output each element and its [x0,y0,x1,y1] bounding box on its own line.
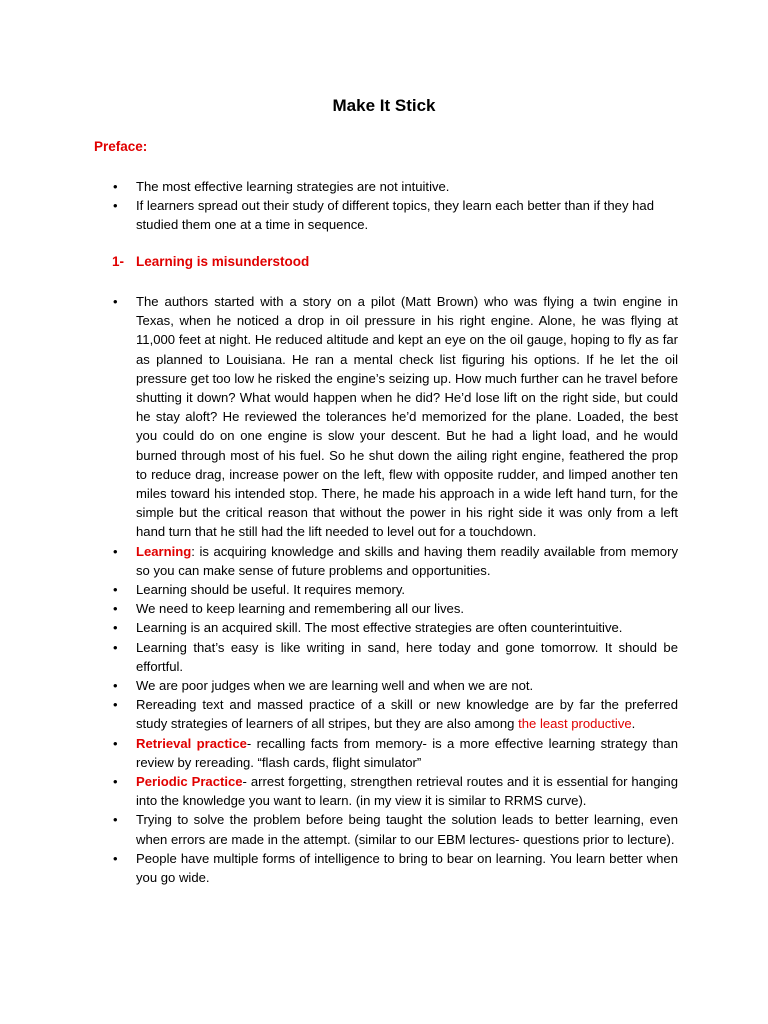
list-item [112,734,678,772]
list-item [112,542,678,580]
list-item: • If learners spread out their study of different topics, they learn each better than if they had studied them one at a time in sequence. [112,196,678,234]
section-list [112,292,678,887]
section-heading [112,254,309,269]
learning-term: Learning [136,543,192,559]
story-paragraph: • The authors started with a story on a pilot (Matt Brown) who was flying a twin engine in Texas, when he noticed a drop in oil pressure in his right engine. Alone, he was flying at 11,000 feet at night. He reduced altitude and kept an eye on the oil gauge, hoping to fly as far as planned to Louisiana. He ran a mental check list figuring his options. If he let the oil pressure get too low he risked the engine’s seizing up. How much further can he travel before shutting it down? What would happen when he did? He’d lose lift on the right side, but could he stay aloft? He reviewed the tolerances he’d memorized for the plane. Loaded, the best you could do on one engine is slow your descent. But he had a light load, and he would burned through most of his fuel. So he shut down the ailing right engine, feathered the prop to reduce drag, increase power on the left, flew with opposite rudder, and limped another ten miles toward his intended stop. There, he made his approach in a wide left hand turn, for the simple but the critical reason that without the power in his right side it was only from a left hand turn that he still had the lift needed to level out for a touchdown. [112,292,678,542]
document-title: Make It Stick [332,96,436,115]
list-item [112,772,678,810]
rereading-end: . [631,716,636,732]
rereading-text: Rereading text and massed practice of a skill or new knowledge are by far the preferred study strategies of learners of all stripes, but they are also among [136,697,678,732]
section-title: Learning is misunderstood [136,254,310,269]
list-item: • We need to keep learning and remembering all our lives. [112,599,678,618]
list-item [112,695,678,733]
list-item: • We are poor judges when we are learning well and when we are not. [112,676,678,695]
retrieval-text: - recalling facts from memory- is a more effective learning strategy than review by rereading. “flash cards, flight simulator” [136,735,678,770]
list-item: • People have multiple forms of intelligence to bring to bear on learning. You learn better when you go wide. [112,849,678,887]
list-item: • Learning should be useful. It requires memory. [112,580,678,599]
preface-heading: Preface: [94,139,148,154]
least-productive-highlight: the least productive [518,716,632,732]
periodic-term: Periodic Practice [136,774,243,790]
learning-definition: : is acquiring knowledge and skills and having them readily available from memory so you can make sense of future problems and opportunities. [136,543,678,578]
periodic-text: - arrest forgetting, strengthen retrieval routes and it is essential for hanging into the knowledge you want to learn. (in my view it is similar to RRMS curve). [136,774,678,809]
retrieval-term: Retrieval practice [136,735,247,751]
preface-list [112,177,678,235]
section-number: 1- [112,254,125,269]
list-item: • Learning that’s easy is like writing in sand, here today and gone tomorrow. It should be effortful. [112,638,678,676]
list-item: • The most effective learning strategies are not intuitive. [112,177,678,196]
list-item: • Trying to solve the problem before being taught the solution leads to better learning, even when errors are made in the attempt. (similar to our EBM lectures- questions prior to lecture). [112,810,678,848]
list-item: • Learning is an acquired skill. The most effective strategies are often counterintuitive. [112,618,678,637]
